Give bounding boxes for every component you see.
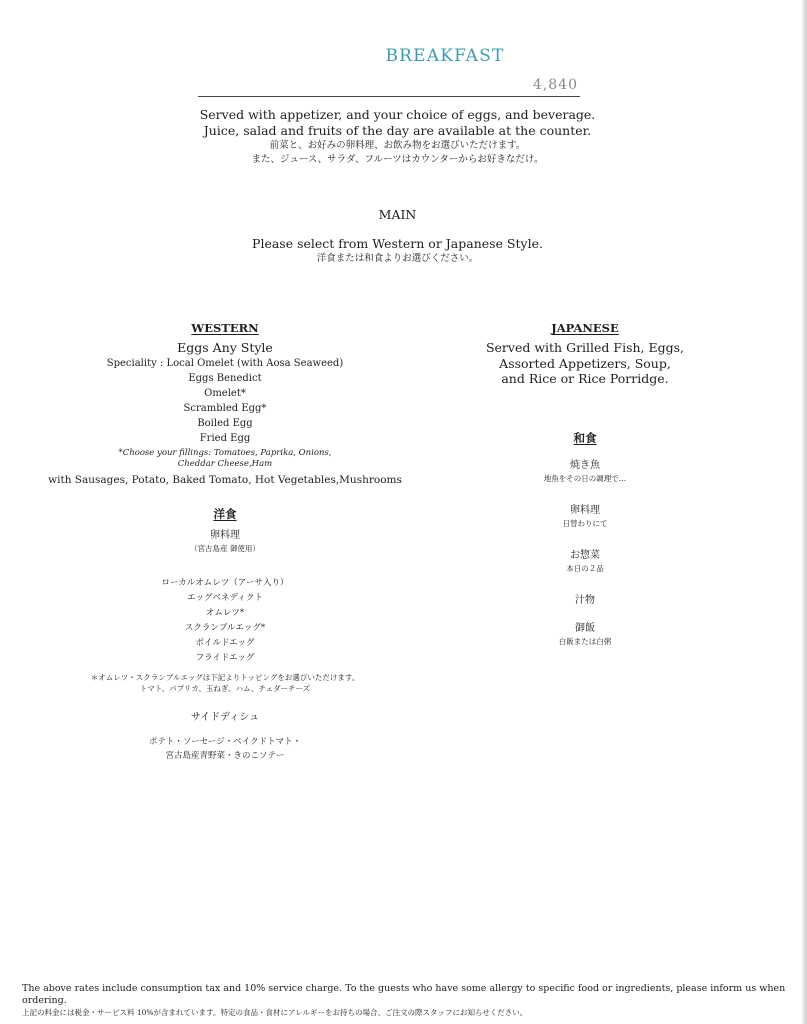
washoku-item-name: 汁物 [575,594,595,606]
fillings-note: Cheddar Cheese,Ham [177,459,273,469]
footer-jp: 上記の料金には税金・サービス料 10%が含まれています。特定の食品・食材にアレルギーをお持ちの場合、ご注文の際スタッフにお知らせください。 [22,1008,528,1017]
yoshoku-note: トマト、パプリカ、玉ねぎ、ハム、チェダーチーズ [139,684,311,693]
washoku-item-name: 焼き魚 [570,459,600,471]
yoshoku-egg-title: 卵料理 [210,530,240,541]
japanese-desc: Assorted Appetizers, Soup, [499,355,671,371]
japanese-desc: and Rice or Rice Porridge. [501,371,669,386]
western-item: Scrambled Egg* [183,403,267,414]
main-note-jp: 洋食または和食よりお選びください。 [316,253,479,264]
yoshoku-item: エッグベネディクト [187,593,263,603]
main-heading: MAIN [378,207,417,222]
western-item: Fried Egg [199,433,251,444]
main-note [0,236,795,266]
yoshoku-item: ボイルドエッグ [195,638,255,648]
eggs-any-style: Eggs Any Style [177,340,273,355]
intro-jp-line: また、ジュース、サラダ、フルーツはカウンターからお好きなだけ。 [251,154,544,165]
yoshoku-note: ＊オムレツ・スクランブルエッグは下記よりトッピングをお選びいただけます。 [90,673,360,682]
washoku-item-name: お惣菜 [570,549,600,561]
yoshoku-heading: 洋食 [213,507,237,521]
western-item: Speciality : Local Omelet (with Aosa Seaweed) [106,358,344,369]
yoshoku-item: オムレツ* [205,608,245,618]
price-divider [198,96,580,97]
page-edge [802,0,807,1024]
washoku-item-sub: 地魚をその日の調理で… [543,473,627,483]
washoku-item-name: 御飯 [575,622,595,634]
washoku-heading: 和食 [573,430,597,445]
washoku-item-name: 卵料理 [570,504,600,516]
footer-en: The above rates include consumption tax and 10% service charge. To the guests who have some allergy to specific food or ingredients, please inform us when ordering. [22,983,786,1006]
washoku-item-sub: 日替わりにて [562,518,608,528]
washoku-item-sub: 本日の２品 [566,563,604,573]
western-item: Boiled Egg [197,418,253,429]
menu-title: BREAKFAST [385,46,505,66]
western-heading: WESTERN [191,321,259,335]
footer [22,983,792,1019]
western-sides: with Sausages, Potato, Baked Tomato, Hot Vegetables,Mushrooms [48,474,402,486]
intro-en-line: Served with appetizer, and your choice of eggs, and beverage. [199,107,596,122]
yoshoku-item: フライドエッグ [195,653,255,663]
western-item: Omelet* [204,388,246,399]
intro-en-line: Juice, salad and fruits of the day are available at the counter. [203,123,592,138]
yoshoku-side-item: ポテト・ソーセージ・ベイクドトマト・ [148,737,302,747]
western-item: Eggs Benedict [188,373,262,384]
yoshoku-side-item: 宮古島産青野菜・きのこソテー [165,751,285,761]
japanese-heading: JAPANESE [551,321,619,335]
japanese-column [485,321,685,647]
western-column [30,321,420,763]
yoshoku-item: ローカルオムレツ（アーサ入り） [161,578,289,588]
menu-price: 4,840 [532,77,578,93]
main-note-en: Please select from Western or Japanese Style. [252,236,543,251]
intro-block [0,107,795,167]
japanese-desc: Served with Grilled Fish, Eggs, [485,340,685,355]
yoshoku-side-title: サイドディシュ [190,712,260,723]
fillings-note: *Choose your fillings: Tomatoes, Paprika, Onions, [118,448,332,458]
yoshoku-egg-sub: （宮古島産 御使用） [190,544,260,553]
yoshoku-item: スクランブルエッグ* [184,623,266,633]
washoku-item-sub: 白飯または白粥 [558,636,612,646]
intro-jp-line: 前菜と、お好みの卵料理、お飲み物をお選びいただけます。 [269,140,526,151]
